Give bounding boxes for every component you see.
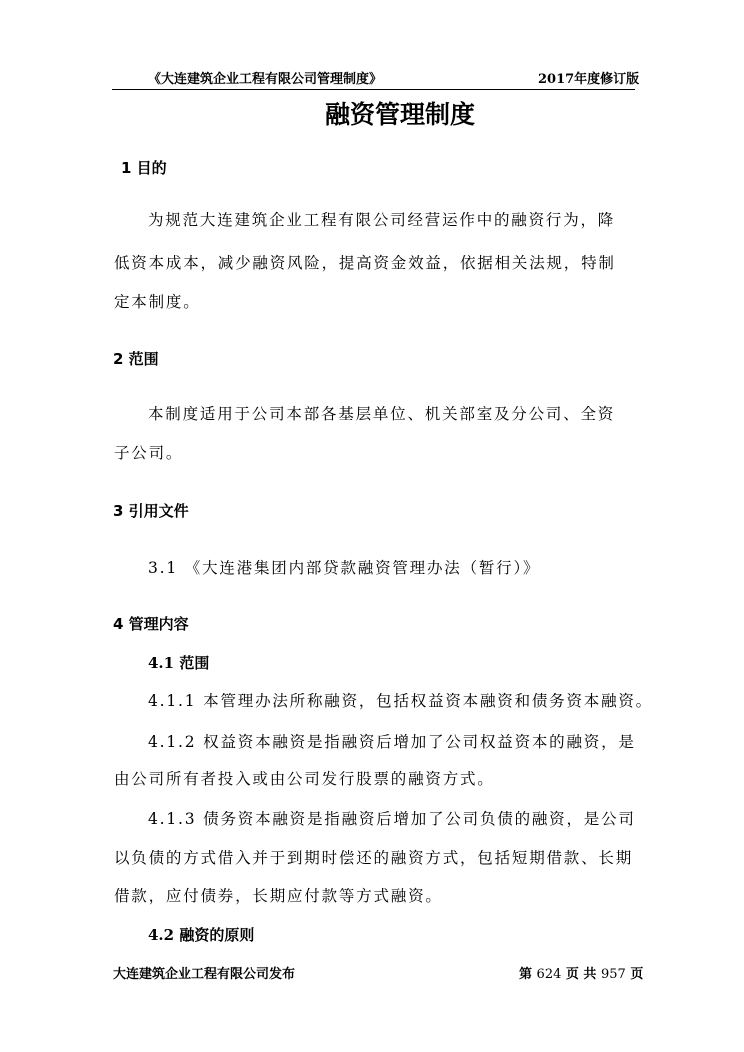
page-current: 624 xyxy=(536,967,562,982)
paragraph-line: 4.1.1 本管理办法所称融资，包括权益资本融资和债务资本融资。 xyxy=(148,692,653,710)
paragraph-line: 为规范大连建筑企业工程有限公司经营运作中的融资行为，降 xyxy=(148,211,616,229)
section-heading-references: 3 引用文件 xyxy=(113,502,189,520)
section-heading-purpose: 1 目的 xyxy=(121,159,167,177)
section-heading-scope: 2 范围 xyxy=(113,350,159,368)
page-suffix: 页 xyxy=(630,967,644,982)
page-mid: 页 共 xyxy=(565,967,597,982)
paragraph-line: 本制度适用于公司本部各基层单位、机关部室及分公司、全资 xyxy=(148,405,616,423)
paragraph-line: 3.1 《大连港集团内部贷款融资管理办法（暂行）》 xyxy=(148,559,541,577)
page-title: 融资管理制度 xyxy=(324,100,475,129)
header-divider xyxy=(112,89,635,90)
paragraph-line: 借款，应付债券，长期应付款等方式融资。 xyxy=(114,887,443,905)
header-edition: 2017年度修订版 xyxy=(538,72,640,87)
paragraph-line: 由公司所有者投入或由公司发行股票的融资方式。 xyxy=(114,770,495,788)
footer-page-number xyxy=(519,963,643,982)
page-total: 957 xyxy=(600,967,626,982)
paragraph-line: 低资本成本，减少融资风险，提高资金效益，依据相关法规，特制 xyxy=(114,254,616,272)
paragraph-line: 定本制度。 xyxy=(114,293,201,311)
subsection-heading-scope: 4.1 范围 xyxy=(148,654,210,672)
page-prefix: 第 xyxy=(519,967,533,982)
paragraph-line: 4.1.3 债务资本融资是指融资后增加了公司负债的融资，是公司 xyxy=(148,810,636,828)
paragraph-line: 以负债的方式借入并于到期时偿还的融资方式，包括短期借款、长期 xyxy=(114,849,634,867)
footer-publisher: 大连建筑企业工程有限公司发布 xyxy=(113,967,296,982)
header-document-name: 《大连建筑企业工程有限公司管理制度》 xyxy=(148,72,383,87)
section-heading-management: 4 管理内容 xyxy=(113,615,189,633)
subsection-heading-principles: 4.2 融资的原则 xyxy=(148,926,255,944)
paragraph-line: 子公司。 xyxy=(114,444,184,462)
paragraph-line: 4.1.2 权益资本融资是指融资后增加了公司权益资本的融资，是 xyxy=(148,733,636,751)
